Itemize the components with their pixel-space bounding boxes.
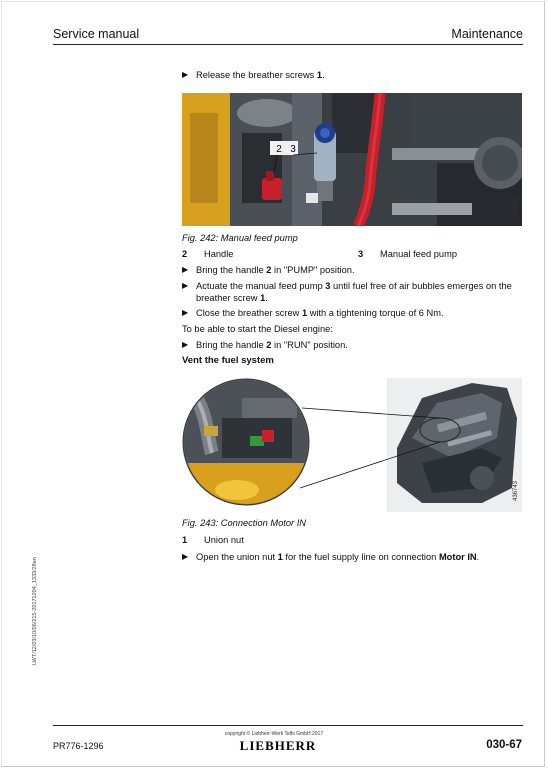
step-text: Close the breather screw 1 with a tightening torque of 6 Nm.	[196, 308, 444, 318]
figure-caption: Fig. 242: Manual feed pump	[182, 233, 298, 243]
svg-text:LIEBHERR: LIEBHERR	[239, 739, 317, 751]
document-reference-vertical: LWT/12/03/10/06/215-20171204_1333/28en	[32, 557, 38, 665]
legend-label: Union nut	[204, 535, 244, 545]
figure-id: 436743	[513, 480, 519, 501]
header-title: Service manual	[53, 27, 140, 41]
liebherr-logo	[232, 739, 324, 751]
legend-label: Handle	[204, 249, 234, 259]
header-section: Maintenance	[451, 27, 523, 41]
legend-number: 2	[182, 249, 188, 259]
bullet-icon: ▶	[182, 70, 189, 79]
figure-id: 483839	[513, 194, 519, 215]
callout-3-label: 3	[290, 144, 296, 155]
legend-label: Manual feed pump	[380, 249, 458, 259]
manual-feed-pump-photo	[182, 93, 522, 226]
bullet-icon: ▶	[182, 265, 189, 274]
page-header	[53, 27, 523, 45]
copyright-notice: copyright © Liebherr-Werk Telfs GmbH 2017	[224, 731, 324, 737]
legend-number: 1	[182, 535, 188, 545]
footer-rule	[53, 725, 523, 726]
step-text: Release the breather screws 1.	[196, 70, 325, 80]
figure-manual-feed-pump	[182, 93, 522, 226]
section-heading: Vent the fuel system	[182, 355, 274, 366]
instruction-text: To be able to start the Diesel engine:	[182, 324, 333, 334]
page-number: 030-67	[486, 739, 522, 751]
bullet-icon: ▶	[182, 340, 189, 349]
document-code: PR776-1296	[53, 741, 104, 751]
bullet-icon: ▶	[182, 308, 189, 317]
bullet-icon: ▶	[182, 552, 189, 561]
figure-caption: Fig. 243: Connection Motor IN	[182, 518, 307, 528]
figure-connection-motor-in	[182, 378, 522, 512]
connection-motor-in-photo	[182, 378, 522, 512]
legend-number: 3	[358, 249, 364, 259]
step-text: Open the union nut 1 for the fuel supply line on connection Motor IN.	[196, 552, 480, 562]
step-text: Bring the handle 2 in "PUMP" position.	[196, 265, 355, 275]
step-text: Actuate the manual feed pump 3 until fuel free of air bubbles emerges on the breather screw 1.	[196, 281, 512, 303]
callout-2-label: 2	[276, 144, 282, 155]
header-rule	[53, 44, 523, 45]
step-text: Bring the handle 2 in "RUN" position.	[196, 340, 348, 350]
bullet-icon: ▶	[182, 281, 189, 290]
